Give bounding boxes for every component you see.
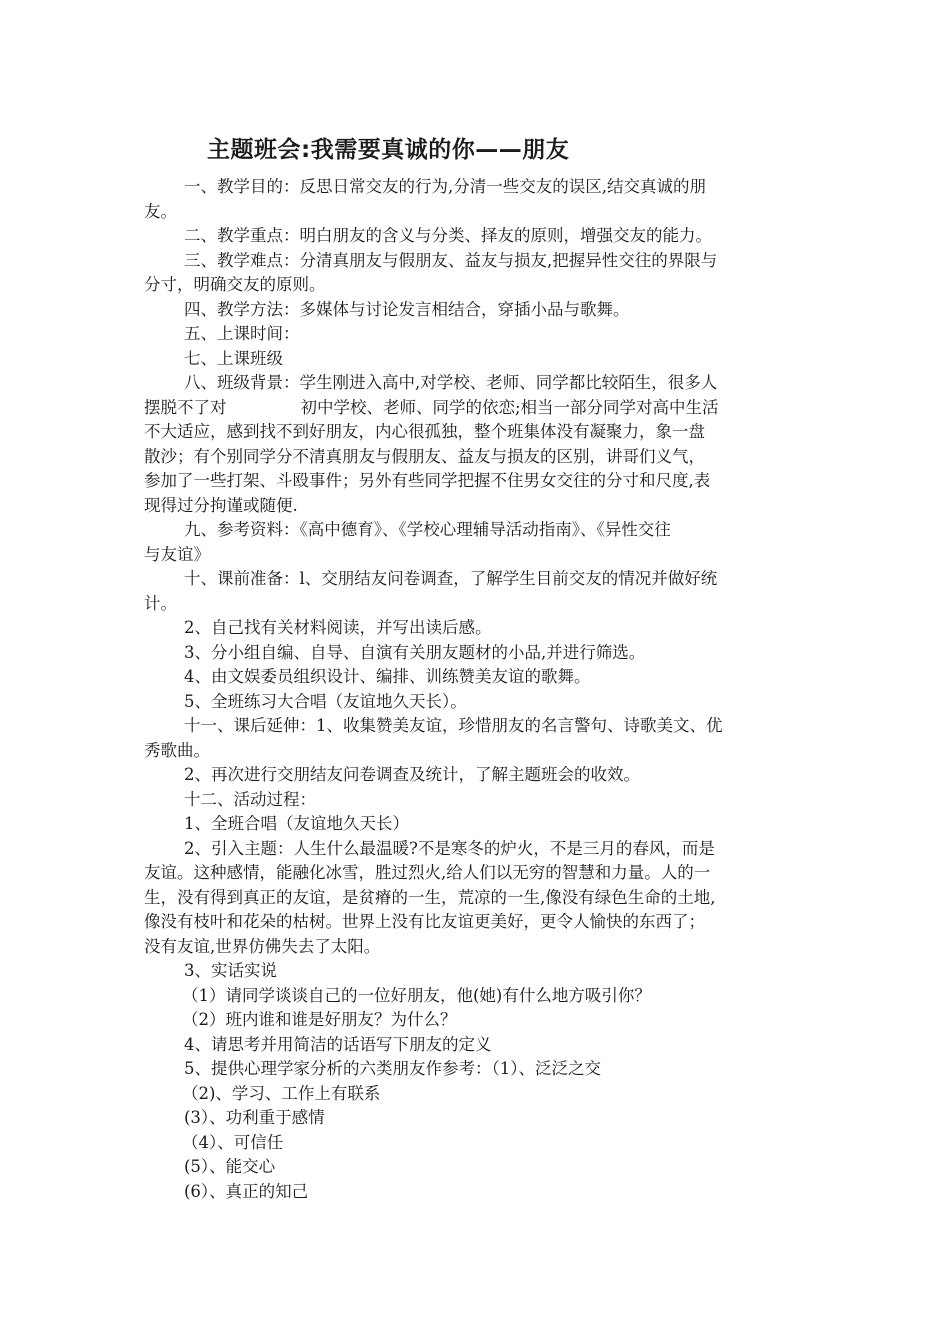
paragraph-line: 四、教学方法：多媒体与讨论发言相结合，穿插小品与歌舞。 [184,299,630,319]
list-item: 5、提供心理学家分析的六类朋友作参考：（1）、泛泛之交 [184,1059,601,1078]
list-item: 2、自己找有关材料阅读，并写出读后感。 [184,618,492,637]
paragraph-line: 不大适应，感到找不到好朋友，内心很孤独，整个班集体没有凝聚力，象一盘 [144,422,705,441]
paragraph-line: 现得过分拘谨或随便. [144,495,298,515]
line-segment: 摆脱不了对 [144,397,227,417]
paragraph-line: 十、课前准备：l、交朋结友问卷调查，了解学生目前交友的情况并做好统 [184,569,718,588]
paragraph-line-split [144,396,820,421]
paragraph-line: 分寸，明确交友的原则。 [144,275,326,294]
paragraph-line: 九、参考资料：《高中德育》、《学校心理辅导活动指南》、《异性交往 [184,520,671,539]
list-item: 4、请思考并用简洁的话语写下朋友的定义 [184,1034,492,1054]
paragraph-line: 像没有枝叶和花朵的枯树。世界上没有比友谊更美好，更令人愉快的东西了； [144,912,705,931]
paragraph-line: 八、班级背景：学生刚进入高中,对学校、老师、同学都比较陌生，很多人 [184,373,718,392]
paragraph-line: 友谊。这种感情，能融化冰雪，胜过烈火,给人们以无穷的智慧和力量。人的一 [144,863,711,882]
line-segment: 初中学校、老师、同学的依恋;相当一部分同学对高中生活 [300,397,719,417]
document-body [144,175,820,1204]
paragraph-line: 七、上课班级 [184,348,283,368]
list-item: 1、全班合唱（友谊地久天长） [184,814,409,833]
list-item: 3、实话实说 [184,961,277,980]
paragraph-line: 参加了一些打架、斗殴事件；另外有些同学把握不住男女交往的分寸和尺度,表 [144,471,711,490]
paragraph-line: 一、教学目的：反思日常交友的行为,分清一些交友的误区,结交真诚的朋 [184,177,706,196]
list-item: （4）、可信任 [182,1132,284,1152]
paragraph-line: 2、引入主题：人生什么最温暖?不是寒冬的炉火，不是三月的春风，而是 [184,838,715,858]
paragraph-line: 生，没有得到真正的友谊，是贫瘠的一生，荒凉的一生,像没有绿色生命的土地, [144,887,716,907]
paragraph-line: 没有友谊,世界仿佛失去了太阳。 [144,936,381,956]
list-item: （2)、学习、工作上有联系 [182,1083,381,1103]
paragraph-line: 五、上课时间： [184,324,300,343]
list-item: (6）、真正的知己 [184,1181,309,1201]
paragraph-line: 十一、课后延伸：1、收集赞美友谊，珍惜朋友的名言警句、诗歌美文、优 [184,716,723,735]
document-title: 主题班会:我需要真诚的你——朋友 [207,137,570,163]
list-item: 4、由文娱委员组织设计、编排、训练赞美友谊的歌舞。 [184,667,591,686]
paragraph-line: 三、教学难点：分清真朋友与假朋友、益友与损友,把握异性交往的界限与 [184,250,718,270]
paragraph-line: 与友谊》 [144,544,210,564]
list-item: (5）、能交心 [184,1157,276,1176]
paragraph-line: 二、教学重点：明白朋友的含义与分类、择友的原则，增强交友的能力。 [184,226,712,245]
paragraph-line: 友。 [144,201,177,221]
list-item: （2）班内谁和谁是好朋友？为什么？ [182,1010,457,1029]
paragraph-line: 秀歌曲。 [144,740,210,760]
list-item: 3、分小组自编、自导、自演有关朋友题材的小品,并进行筛选。 [184,642,646,662]
list-item: （1）请同学谈谈自己的一位好朋友，他(她)有什么地方吸引你？ [182,985,651,1005]
list-item: 5、全班练习大合唱（友谊地久天长）。 [184,691,467,711]
paragraph-line: 散沙；有个别同学分不清真朋友与假朋友、益友与损友的区别，讲哥们义气， [144,446,705,466]
paragraph-line: 计。 [144,593,177,613]
list-item: (3）、功利重于感情 [184,1108,325,1127]
section-heading: 十二、活动过程： [184,789,316,809]
list-item: 2、再次进行交朋结友问卷调查及统计，了解主题班会的收效。 [184,765,640,784]
